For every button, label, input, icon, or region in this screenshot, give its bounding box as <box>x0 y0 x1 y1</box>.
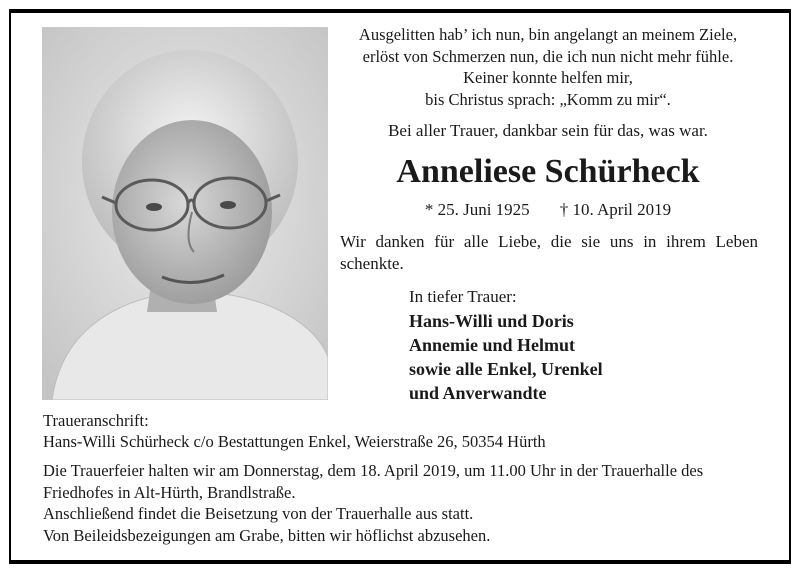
poem-line: Ausgelitten hab’ ich nun, bin angelangt an meinem Ziele, <box>358 25 738 44</box>
mourner-name: und Anverwandte <box>409 383 547 403</box>
death-date: † 10. April 2019 <box>559 200 672 219</box>
ceremony-notice <box>43 460 773 546</box>
address-text: Hans-Willi Schürheck c/o Bestattungen Enkel, Weierstraße 26, 50354 Hürth <box>43 432 546 451</box>
motto: Bei aller Trauer, dankbar sein für das, was war. <box>388 121 708 140</box>
poem-line: erlöst von Schmerzen nun, die ich nun nicht mehr fühle. <box>362 46 734 66</box>
ceremony-line: Von Beileidsbezeigungen am Grabe, bitten wir höflichst abzusehen. <box>43 525 491 545</box>
thanks-text: Wir danken für alle Liebe, die sie uns in ihrem Leben schenkte. <box>340 232 758 273</box>
poem-line: bis Christus sprach: „Komm zu mir“. <box>425 89 671 109</box>
mourners-intro: In tiefer Trauer: <box>409 287 517 306</box>
mourner-name: Hans-Willi und Doris <box>409 311 574 331</box>
poem <box>338 24 758 110</box>
portrait-photo <box>42 27 328 400</box>
mourners-block <box>409 286 759 405</box>
ceremony-line: Friedhofes in Alt-Hürth, Brandlstraße. <box>43 482 296 502</box>
birth-date: * 25. Juni 1925 <box>424 200 530 219</box>
poem-line: Keiner konnte helfen mir, <box>463 68 633 87</box>
mourning-address <box>43 410 763 452</box>
deceased-name: Anneliese Schürheck <box>396 153 700 190</box>
life-dates <box>338 199 758 221</box>
ceremony-line: Anschließend findet die Beisetzung von der Trauerhalle aus statt. <box>43 504 474 523</box>
address-label: Traueranschrift: <box>43 411 149 430</box>
mourner-name: Annemie und Helmut <box>409 335 576 355</box>
ceremony-line: Die Trauerfeier halten wir am Donnerstag, dem 18. April 2019, um 11.00 Uhr in der Trauerhalle des <box>43 461 704 480</box>
mourner-name: sowie alle Enkel, Urenkel <box>409 359 603 379</box>
